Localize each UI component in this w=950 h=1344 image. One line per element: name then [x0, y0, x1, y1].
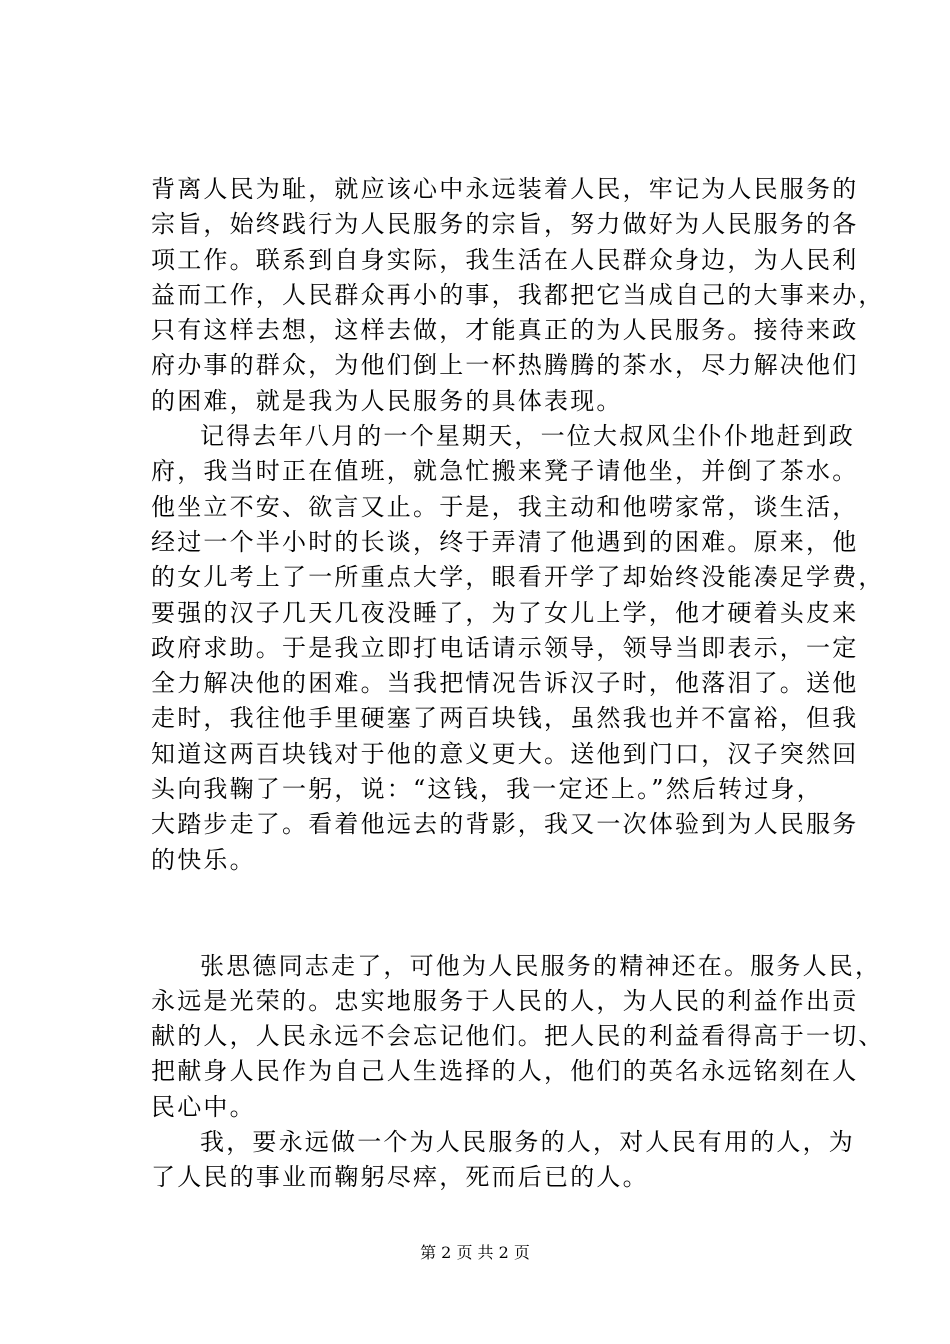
text-line: 献的人，人民永远不会忘记他们。把人民的利益看得高于一切、 — [151, 1022, 885, 1051]
text-line: 的快乐。 — [151, 845, 256, 874]
text-line: 益而工作，人民群众再小的事，我都把它当成自己的大事来办， — [151, 280, 885, 309]
text-line: 宗旨，始终践行为人民服务的宗旨，努力做好为人民服务的各 — [151, 210, 859, 239]
text-line: 只有这样去想，这样去做，才能真正的为人民服务。接待来政 — [151, 316, 859, 345]
document-body — [151, 172, 885, 1196]
text-line — [151, 913, 841, 948]
text-line: 全力解决他的困难。当我把情况告诉汉子时，他落泪了。送他 — [151, 669, 859, 698]
text-line: 政府求助。于是我立即打电话请示领导，领导当即表示，一定 — [151, 633, 859, 662]
page-number-footer: 第 2 页 共 2 页 — [420, 1243, 530, 1262]
text-line: 走时，我往他手里硬塞了两百块钱，虽然我也并不富裕，但我 — [151, 704, 859, 733]
text-line: 他坐立不安、欲言又止。于是，我主动和他唠家常，谈生活， — [151, 492, 859, 521]
text-line: 府办事的群众，为他们倒上一杯热腾腾的茶水，尽力解决他们 — [151, 351, 859, 380]
text-line: 的困难，就是我为人民服务的具体表现。 — [151, 386, 623, 415]
text-line: 民心中。 — [151, 1092, 256, 1121]
text-line: 永远是光荣的。忠实地服务于人民的人，为人民的利益作出贡 — [151, 986, 859, 1015]
text-line: 记得去年八月的一个星期天，一位大叔风尘仆仆地赶到政 — [200, 422, 855, 451]
text-line: 要强的汉子几天几夜没睡了，为了女儿上学，他才硬着头皮来 — [151, 598, 859, 627]
text-line: 头向我鞠了一躬，说：“这钱，我一定还上。”然后转过身， — [151, 775, 823, 804]
paragraph-1 — [151, 172, 885, 419]
text-line: 大踏步走了。看着他远去的背影，我又一次体验到为人民服务 — [151, 810, 859, 839]
text-line: 我，要永远做一个为人民服务的人，对人民有用的人，为 — [200, 1128, 855, 1157]
text-line — [151, 878, 841, 913]
paragraph-4 — [151, 1125, 855, 1196]
text-line: 张思德同志走了，可他为人民服务的精神还在。服务人民， — [200, 951, 882, 980]
paragraph-3 — [151, 949, 885, 1125]
paragraph-2 — [151, 419, 885, 948]
text-line: 了人民的事业而鞠躬尽瘁，死而后已的人。 — [151, 1163, 649, 1192]
text-line: 把献身人民作为自己人生选择的人，他们的英名永远铭刻在人 — [151, 1057, 859, 1086]
text-line: 的女儿考上了一所重点大学，眼看开学了却始终没能凑足学费， — [151, 563, 885, 592]
text-line: 背离人民为耻，就应该心中永远装着人民，牢记为人民服务的 — [151, 175, 859, 203]
text-line: 府，我当时正在值班，就急忙搬来凳子请他坐，并倒了茶水。 — [151, 457, 859, 486]
text-line: 经过一个半小时的长谈，终于弄清了他遇到的困难。原来，他 — [151, 527, 859, 556]
text-line: 项工作。联系到自身实际，我生活在人民群众身边，为人民利 — [151, 245, 859, 274]
text-line: 知道这两百块钱对于他的意义更大。送他到门口，汉子突然回 — [151, 739, 859, 768]
